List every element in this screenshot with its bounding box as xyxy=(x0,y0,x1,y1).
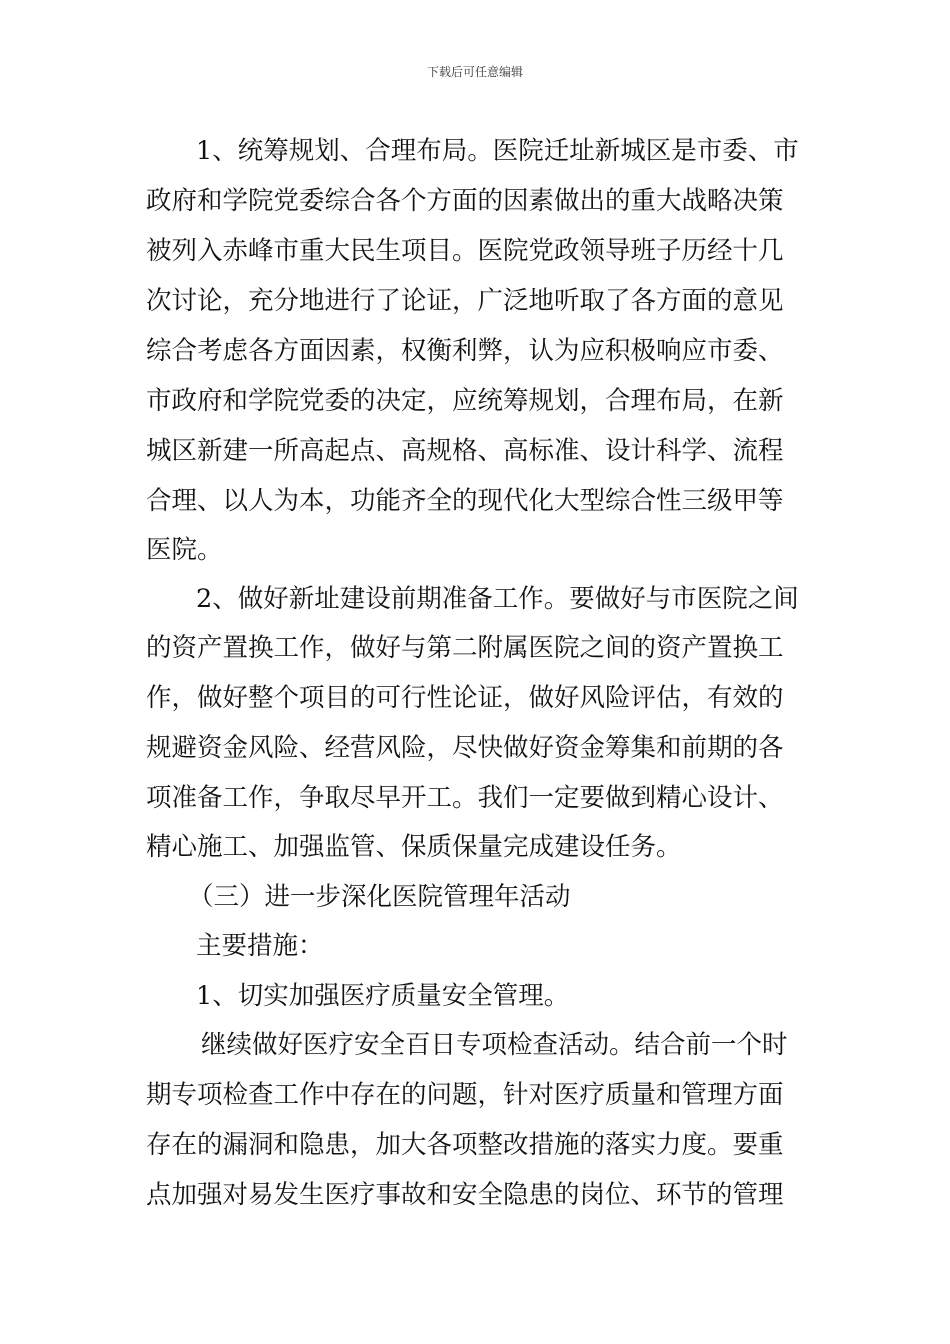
paragraph-line: 规避资金风险、经营风险，尽快做好资金筹集和前期的各 xyxy=(146,733,784,763)
subheading: 主要措施： xyxy=(196,931,324,961)
paragraph-line: 项准备工作，争取尽早开工。我们一定要做到精心设计、 xyxy=(146,783,784,813)
paragraph-line: 次讨论，充分地进行了论证，广泛地听取了各方面的意见 xyxy=(146,286,784,316)
paragraph-line: 市政府和学院党委的决定，应统筹规划，合理布局，在新 xyxy=(146,386,784,416)
paragraph-line: 期专项检查工作中存在的问题，针对医疗质量和管理方面 xyxy=(146,1080,784,1110)
paragraph-line: 合理、以人为本，功能齐全的现代化大型综合性三级甲等 xyxy=(146,486,784,516)
paragraph-line: 点加强对易发生医疗事故和安全隐患的岗位、环节的管理 xyxy=(146,1180,784,1210)
paragraph-line: 作，做好整个项目的可行性论证，做好风险评估，有效的 xyxy=(146,683,784,713)
paragraph-line: 城区新建一所高起点、高规格、高标准、设计科学、流程 xyxy=(146,436,784,466)
paragraph-line: 综合考虑各方面因素，权衡利弊，认为应积极响应市委、 xyxy=(146,336,784,366)
paragraph-line: 的资产置换工作，做好与第二附属医院之间的资产置换工 xyxy=(146,633,784,663)
page-header: 下载后可任意编辑 xyxy=(426,65,523,79)
paragraph-line: 精心施工、加强监管、保质保量完成建设任务。 xyxy=(146,832,682,862)
paragraph-line: 政府和学院党委综合各个方面的因素做出的重大战略决策 xyxy=(146,186,784,216)
paragraph-line: 继续做好医疗安全百日专项检查活动。结合前一个时 xyxy=(201,1030,788,1060)
subheading: 1、切实加强医疗质量安全管理。 xyxy=(196,981,570,1011)
section-heading: （三）进一步深化医院管理年活动 xyxy=(188,882,571,912)
paragraph-line: 1、统筹规划、合理布局。医院迁址新城区是市委、市 xyxy=(196,136,799,166)
paragraph-line: 被列入赤峰市重大民生项目。医院党政领导班子历经十几 xyxy=(146,236,784,266)
paragraph-line: 医院。 xyxy=(146,535,223,565)
paragraph-line: 存在的漏洞和隐患，加大各项整改措施的落实力度。要重 xyxy=(146,1130,784,1160)
paragraph-line: 2、做好新址建设前期准备工作。要做好与市医院之间 xyxy=(196,584,799,614)
